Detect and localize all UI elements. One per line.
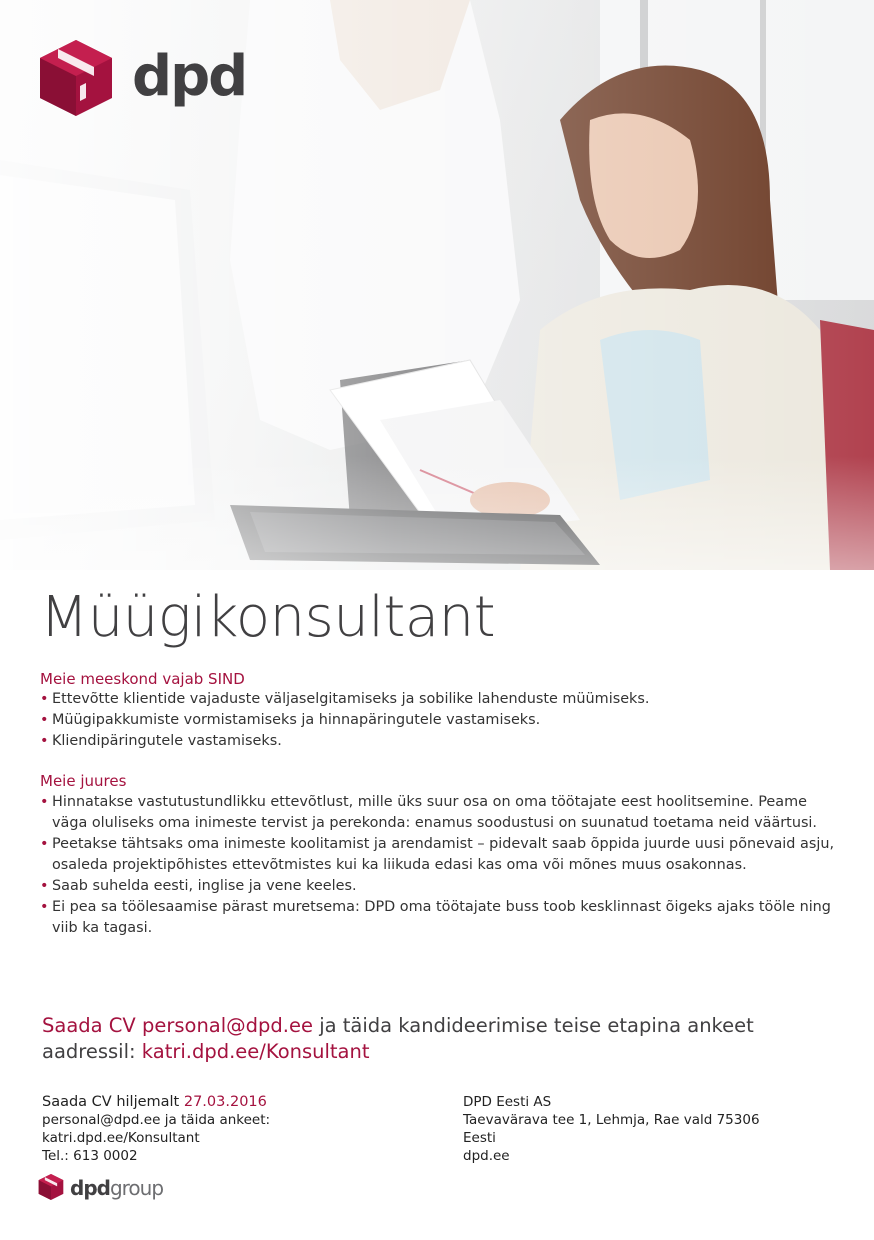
- company-website: dpd.ee: [463, 1148, 510, 1164]
- team-section-list: [40, 689, 840, 752]
- bullet-icon: •: [40, 691, 49, 707]
- bullet-icon: •: [40, 794, 49, 810]
- page-title: Müügikonsultant: [40, 585, 496, 650]
- benefits-section-list: [40, 792, 840, 939]
- cta-text: ja täida kandideerimise teise etapina ankeet aadressil:: [42, 1014, 754, 1063]
- cta-url-link[interactable]: katri.dpd.ee/Konsultant: [141, 1040, 370, 1063]
- dpdgroup-cube-icon: [38, 1173, 64, 1205]
- list-item: • Müügipakkumiste vormistamiseks ja hinnapäringutele vastamiseks.: [40, 710, 840, 731]
- company-name: DPD Eesti AS: [463, 1094, 552, 1110]
- bullet-icon: •: [40, 836, 49, 852]
- deadline-line: Saada CV hiljemalt 27.03.2016: [42, 1094, 267, 1110]
- bullet-icon: •: [40, 712, 49, 728]
- list-item: • Saab suhelda eesti, inglise ja vene keeles.: [40, 876, 840, 897]
- company-address: Taevavärava tee 1, Lehmja, Rae vald 75306: [463, 1112, 760, 1128]
- hero-photo: [0, 0, 874, 570]
- bullet-icon: •: [40, 899, 49, 915]
- contact-email-line: personal@dpd.ee ja täida ankeet:: [42, 1112, 271, 1128]
- contact-url-line: katri.dpd.ee/Konsultant: [42, 1130, 200, 1146]
- footer-company-address: [463, 1093, 760, 1165]
- cta-email-link[interactable]: Saada CV personal@dpd.ee: [42, 1014, 313, 1037]
- dpd-logo-cube-icon: [38, 38, 114, 122]
- list-item: • Peetakse tähtsaks oma inimeste koolitamist ja arendamist – pidevalt saab õppida juurde uusi põnevaid asju, osaleda projektipõhistes ettevõtmistes kui ka liikuda edasi kas oma või mõnes muus osakonnas.: [40, 836, 835, 873]
- list-item: • Ettevõtte klientide vajaduste väljaselgitamiseks ja sobilike lahenduste müümiseks.: [40, 689, 840, 710]
- dpdgroup-logo-text: dpdgroup: [70, 1176, 164, 1200]
- team-section-heading: Meie meeskond vajab SIND: [40, 670, 245, 688]
- company-country: Eesti: [463, 1130, 496, 1146]
- footer-contact: [42, 1093, 270, 1165]
- list-item: • Hinnatakse vastutustundlikku ettevõtlust, mille üks suur osa on oma töötajate eest hoolitsemine. Peame väga oluliseks oma inimeste tervist ja perekonda: enamus soodustusi on suunatud toetama neid väärtusi.: [40, 794, 818, 831]
- bullet-icon: •: [40, 878, 49, 894]
- call-to-action: [42, 1013, 842, 1065]
- deadline-date: 27.03.2016: [183, 1094, 267, 1110]
- list-item: • Ei pea sa töölesaamise pärast muretsema: DPD oma töötajate buss toob kesklinnast õigeks ajaks tööle ning viib ka tagasi.: [40, 899, 831, 936]
- list-item: • Kliendipäringutele vastamiseks.: [40, 731, 840, 752]
- bullet-icon: •: [40, 733, 49, 749]
- dpd-logo-text: dpd: [132, 44, 247, 109]
- benefits-section-heading: Meie juures: [40, 772, 127, 790]
- contact-phone-line: Tel.: 613 0002: [42, 1148, 138, 1164]
